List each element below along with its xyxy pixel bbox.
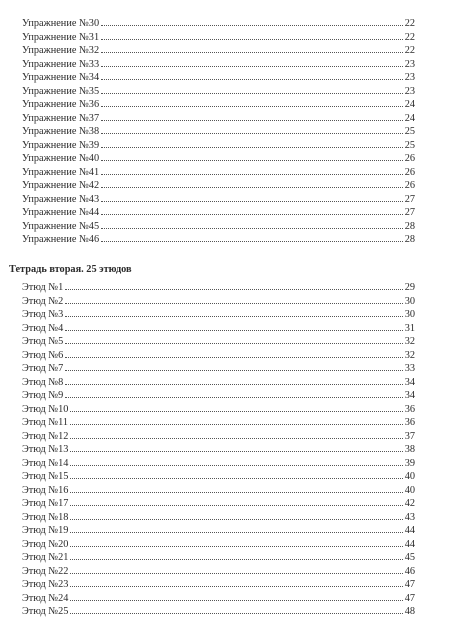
etude-entry xyxy=(22,511,415,525)
page-number: 38 xyxy=(404,444,415,455)
exercise-entry xyxy=(22,85,415,99)
etude-entry xyxy=(22,470,415,484)
page-number: 32 xyxy=(404,336,415,347)
exercise-entry-label: Упражнение №43 xyxy=(22,193,100,205)
page-number: 27 xyxy=(404,207,415,218)
etude-entry-label: Этюд №13 xyxy=(22,444,69,455)
exercise-entry-label: Упражнение №33 xyxy=(22,58,100,70)
page-number: 28 xyxy=(404,234,415,245)
page-number: 28 xyxy=(404,220,415,232)
page-number: 40 xyxy=(404,471,415,482)
etude-entry-label: Этюд №14 xyxy=(22,457,69,469)
page-number: 39 xyxy=(404,457,415,469)
etude-entry-label: Этюд №8 xyxy=(22,376,64,388)
page-number: 42 xyxy=(404,498,415,509)
page-number: 43 xyxy=(404,511,415,523)
page-number: 47 xyxy=(404,579,415,590)
dot-leader xyxy=(70,558,402,560)
etude-entry-label: Этюд №10 xyxy=(22,403,69,415)
exercise-entry-label: Упражнение №37 xyxy=(22,112,100,124)
exercise-entry xyxy=(22,44,415,58)
dot-leader xyxy=(101,173,403,175)
page-number: 33 xyxy=(404,363,415,374)
page-number: 37 xyxy=(404,430,415,442)
etude-entry xyxy=(22,335,415,349)
etude-entry xyxy=(22,322,415,336)
page-number: 23 xyxy=(404,72,415,83)
dot-leader xyxy=(101,38,403,40)
etude-entry xyxy=(22,524,415,538)
page-number: 27 xyxy=(404,193,415,205)
etude-entry-label: Этюд №18 xyxy=(22,511,69,523)
page-number: 36 xyxy=(404,417,415,428)
dot-leader xyxy=(65,315,402,317)
page-number: 22 xyxy=(404,45,415,56)
dot-leader xyxy=(70,437,402,439)
page-number: 24 xyxy=(404,99,415,110)
dot-leader xyxy=(101,65,403,67)
dot-leader xyxy=(70,423,403,425)
etude-entry-label: Этюд №12 xyxy=(22,430,69,442)
etude-entry-label: Этюд №15 xyxy=(22,471,69,482)
exercise-entry xyxy=(22,179,415,193)
dot-leader xyxy=(70,545,402,547)
etude-entry-label: Этюд №16 xyxy=(22,484,69,496)
dot-leader xyxy=(101,200,403,202)
dot-leader xyxy=(70,504,402,506)
dot-leader xyxy=(101,78,403,80)
etude-entry xyxy=(22,538,415,552)
page-number: 34 xyxy=(404,390,415,401)
exercise-entry xyxy=(22,58,415,72)
etude-entry xyxy=(22,578,415,592)
dot-leader xyxy=(101,227,403,229)
etude-entry xyxy=(22,281,415,295)
dot-leader xyxy=(70,410,402,412)
exercise-entry xyxy=(22,112,415,126)
etude-entry-label: Этюд №5 xyxy=(22,336,64,347)
exercise-entry xyxy=(22,233,415,247)
page-number: 26 xyxy=(404,180,415,191)
etude-entry-label: Этюд №9 xyxy=(22,390,64,401)
dot-leader xyxy=(101,92,403,94)
etude-entry-label: Этюд №19 xyxy=(22,525,69,536)
etude-entry-label: Этюд №25 xyxy=(22,606,69,617)
exercise-entry-label: Упражнение №40 xyxy=(22,153,100,164)
page-number: 44 xyxy=(404,538,415,550)
etude-entry-label: Этюд №7 xyxy=(22,363,64,374)
etude-entry xyxy=(22,403,415,417)
dot-leader xyxy=(101,132,403,134)
exercise-entry xyxy=(22,152,415,166)
etude-entry xyxy=(22,389,415,403)
etude-entry-label: Этюд №20 xyxy=(22,538,69,550)
dot-leader xyxy=(101,240,403,242)
dot-leader xyxy=(70,585,402,587)
page-number: 29 xyxy=(404,282,415,293)
etude-entry-label: Этюд №21 xyxy=(22,552,69,563)
dot-leader xyxy=(65,396,402,398)
page-number: 25 xyxy=(404,126,415,137)
dot-leader xyxy=(70,572,402,574)
page-number: 32 xyxy=(404,349,415,361)
dot-leader xyxy=(70,477,402,479)
page-number: 23 xyxy=(404,85,415,97)
exercise-entry xyxy=(22,193,415,207)
dot-leader xyxy=(101,213,403,215)
page-number: 23 xyxy=(404,58,415,70)
dot-leader xyxy=(65,356,402,358)
page-number: 45 xyxy=(404,552,415,563)
etude-entry xyxy=(22,605,415,619)
dot-leader xyxy=(70,518,402,520)
exercise-entry-label: Упражнение №42 xyxy=(22,180,100,191)
exercise-entry xyxy=(22,220,415,234)
etude-entry-label: Этюд №3 xyxy=(22,309,64,320)
dot-leader xyxy=(65,329,402,331)
page-number: 22 xyxy=(404,31,415,43)
etude-entry xyxy=(22,592,415,606)
page-number: 22 xyxy=(404,18,415,29)
dot-leader xyxy=(65,288,402,290)
exercise-entry-label: Упражнение №32 xyxy=(22,45,100,56)
page-number: 47 xyxy=(404,592,415,604)
etude-entry-label: Этюд №11 xyxy=(22,417,69,428)
dot-leader xyxy=(101,105,403,107)
etude-entry-label: Этюд №23 xyxy=(22,579,69,590)
etude-entry-label: Этюд №22 xyxy=(22,565,69,577)
page-number: 26 xyxy=(404,153,415,164)
exercise-entry xyxy=(22,139,415,153)
etude-entry-label: Этюд №24 xyxy=(22,592,69,604)
exercise-entry xyxy=(22,98,415,112)
etude-entry xyxy=(22,497,415,511)
page-number: 26 xyxy=(404,166,415,178)
exercise-entry-label: Упражнение №45 xyxy=(22,220,100,232)
etude-entry xyxy=(22,484,415,498)
exercise-entry xyxy=(22,206,415,220)
dot-leader xyxy=(101,51,403,53)
etude-entry xyxy=(22,457,415,471)
page-number: 24 xyxy=(404,112,415,124)
etude-entry xyxy=(22,295,415,309)
exercise-entry-label: Упражнение №31 xyxy=(22,31,100,43)
etude-entry-label: Этюд №4 xyxy=(22,322,64,334)
exercise-entry xyxy=(22,17,415,31)
dot-leader xyxy=(65,383,402,385)
exercise-entry-label: Упражнение №35 xyxy=(22,85,100,97)
dot-leader xyxy=(70,450,402,452)
etude-entry xyxy=(22,551,415,565)
dot-leader xyxy=(70,612,402,614)
exercise-entry xyxy=(22,125,415,139)
etude-entry xyxy=(22,430,415,444)
page-number: 34 xyxy=(404,376,415,388)
etude-entry xyxy=(22,349,415,363)
dot-leader xyxy=(65,342,402,344)
dot-leader xyxy=(101,186,403,188)
etude-entry xyxy=(22,565,415,579)
exercise-entry xyxy=(22,166,415,180)
exercise-entry-label: Упражнение №30 xyxy=(22,18,100,29)
exercise-entry-label: Упражнение №41 xyxy=(22,166,100,178)
dot-leader xyxy=(101,146,403,148)
etude-entry xyxy=(22,376,415,390)
dot-leader xyxy=(70,464,402,466)
exercise-entry xyxy=(22,31,415,45)
dot-leader xyxy=(65,369,402,371)
dot-leader xyxy=(101,119,403,121)
page-number: 36 xyxy=(404,403,415,415)
etude-entry-label: Этюд №1 xyxy=(22,282,64,293)
page-number: 44 xyxy=(404,525,415,536)
page-number: 40 xyxy=(404,484,415,496)
exercise-entry-label: Упражнение №44 xyxy=(22,207,100,218)
exercise-entry-label: Упражнение №46 xyxy=(22,234,100,245)
etude-entry xyxy=(22,416,415,430)
dot-leader xyxy=(70,599,402,601)
exercise-entry-label: Упражнение №39 xyxy=(22,139,100,151)
page-number: 31 xyxy=(404,322,415,334)
exercise-entry-label: Упражнение №38 xyxy=(22,126,100,137)
section-heading: Тетрадь вторая. 25 этюдов xyxy=(9,264,132,275)
dot-leader xyxy=(101,24,403,26)
page-number: 30 xyxy=(404,295,415,307)
dot-leader xyxy=(101,159,403,161)
exercise-list xyxy=(22,17,415,247)
etude-entry-label: Этюд №6 xyxy=(22,349,64,361)
etude-entry-label: Этюд №2 xyxy=(22,295,64,307)
page-number: 25 xyxy=(404,139,415,151)
dot-leader xyxy=(65,302,402,304)
exercise-entry xyxy=(22,71,415,85)
etude-entry xyxy=(22,308,415,322)
page-number: 46 xyxy=(404,565,415,577)
etude-entry xyxy=(22,443,415,457)
dot-leader xyxy=(70,531,402,533)
etude-list xyxy=(22,281,415,619)
etude-entry xyxy=(22,362,415,376)
etude-entry-label: Этюд №17 xyxy=(22,498,69,509)
dot-leader xyxy=(70,491,402,493)
exercise-entry-label: Упражнение №36 xyxy=(22,99,100,110)
page-number: 30 xyxy=(404,309,415,320)
exercise-entry-label: Упражнение №34 xyxy=(22,72,100,83)
page-number: 48 xyxy=(404,606,415,617)
